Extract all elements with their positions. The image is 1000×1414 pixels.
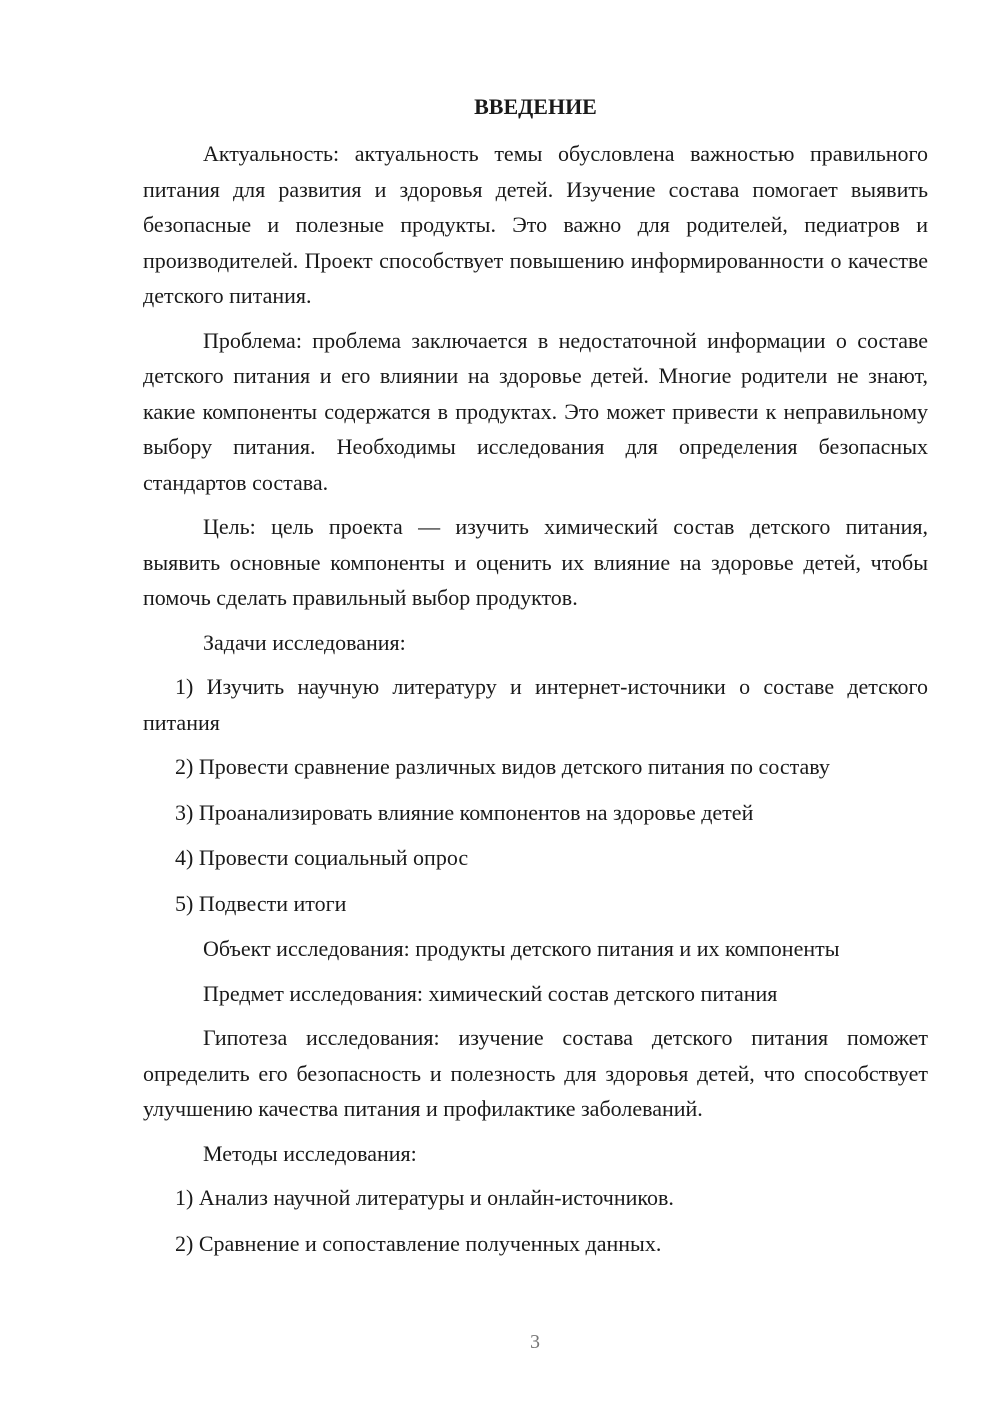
task-item: 2) Провести сравнение различных видов детского питания по составу [175, 754, 830, 779]
goal-paragraph: Цель: цель проекта — изучить химический состав детского питания, выявить основные компоненты и оценить их влияние на здоровье детей, чтобы помочь сделать правильный выбор продуктов. [143, 514, 928, 610]
methods-heading: Методы исследования: [203, 1140, 417, 1166]
subject-paragraph: Предмет исследования: химический состав детского питания [203, 980, 778, 1006]
task-item: 3) Проанализировать влияние компонентов на здоровье детей [175, 799, 754, 825]
document-page [143, 92, 928, 1271]
tasks-heading: Задачи исследования: [203, 629, 406, 655]
method-item: 2) Сравнение и сопоставление полученных данных. [175, 1230, 662, 1256]
task-item: 1) Изучить научную литературу и интернет-источники о составе детского питания [143, 674, 928, 735]
object-paragraph: Объект исследования: продукты детского питания и их компоненты [203, 936, 840, 961]
page-title: ВВЕДЕНИЕ [474, 94, 597, 119]
task-item: 5) Подвести итоги [175, 890, 347, 916]
method-item: 1) Анализ научной литературы и онлайн-источников. [175, 1185, 674, 1210]
page-number: 3 [530, 1331, 540, 1353]
problem-paragraph: Проблема: проблема заключается в недостаточной информации о составе детского питания и его влиянии на здоровье детей. Многие родители не знают, какие компоненты содержатся в продуктах. Это может привести к неправильному выбору питания. Необходимы исследования для определения безопасных стандартов состава. [143, 327, 928, 495]
task-item: 4) Провести социальный опрос [175, 845, 469, 870]
relevance-paragraph: Актуальность: актуальность темы обусловлена важностью правильного питания для развития и здоровья детей. Изучение состава помогает выявить безопасные и полезные продукты. Это важно для родителей, педиатров и производителей. Проект способствует повышению информированности о качестве детского питания. [143, 141, 928, 308]
hypothesis-paragraph: Гипотеза исследования: изучение состава детского питания поможет определить его безопасность и полезность для здоровья детей, что способствует улучшению качества питания и профилактике заболеваний. [143, 1025, 928, 1121]
